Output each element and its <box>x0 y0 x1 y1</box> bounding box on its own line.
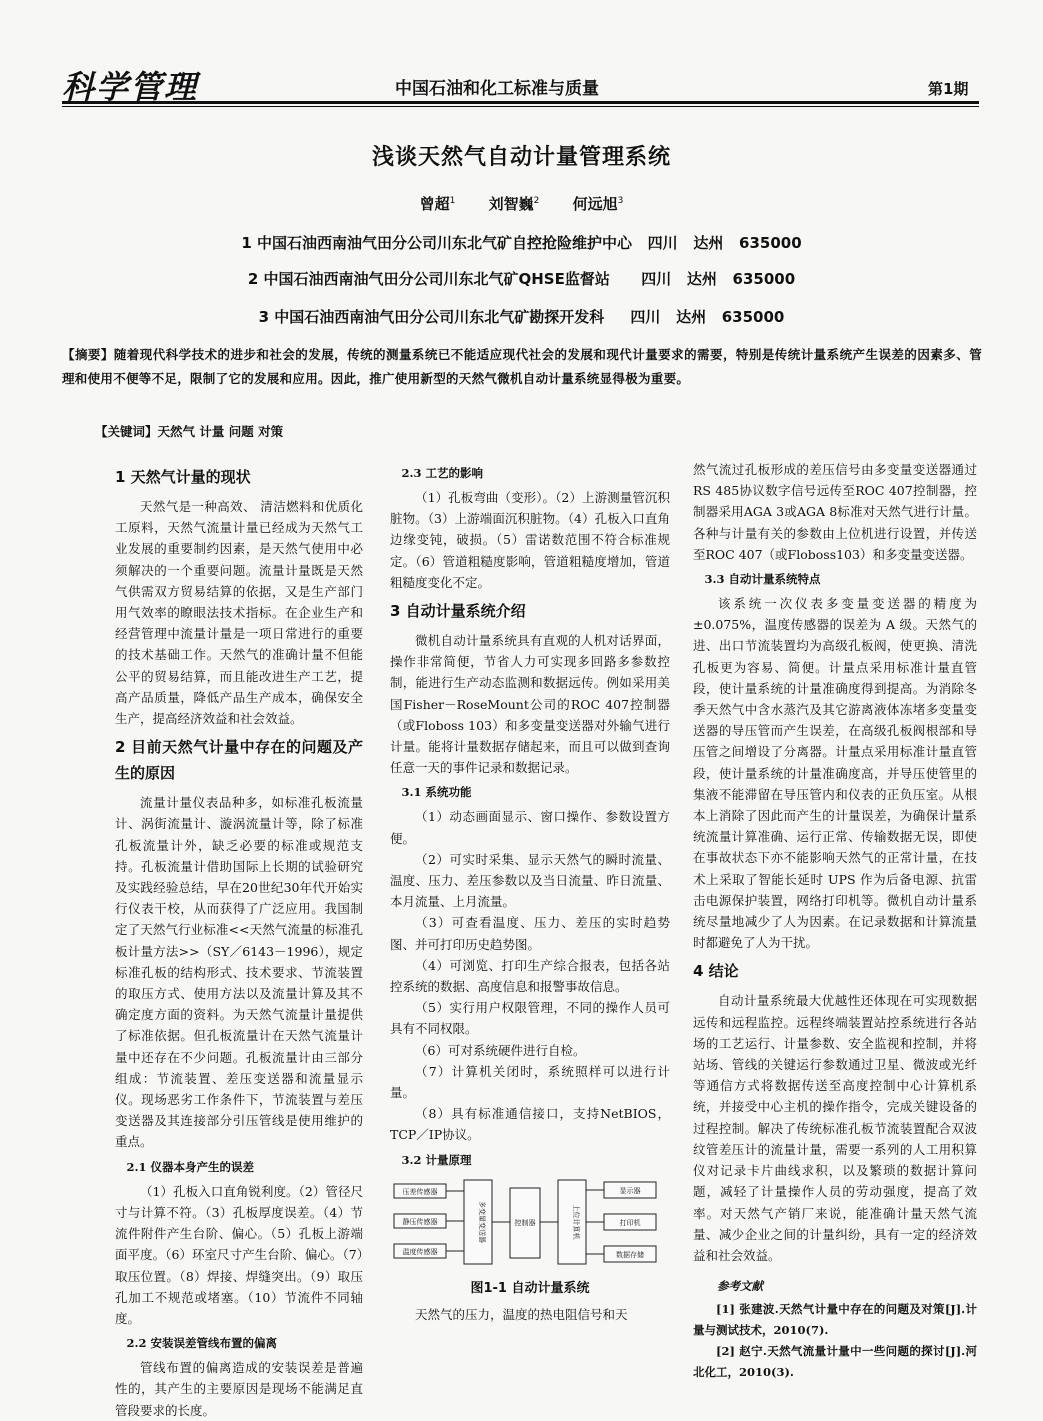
keywords <box>95 420 975 444</box>
subsection-heading: 3.1 系统功能 <box>401 785 472 800</box>
journal-logo: 科学管理 <box>62 68 199 106</box>
diagram-box-host <box>558 1180 586 1264</box>
system-diagram <box>390 1174 670 1274</box>
function-item: （1）动态画面显示、窗口操作、参数设置方便。 <box>390 809 670 846</box>
diagram-label: 显示器 <box>619 1186 641 1195</box>
paragraph: 该系统一次仪表多变量变送器的精度为±0.075%，温度传感器的误差为 A 级。天然气的进、出口节流装置均为高级孔板阀，使更换、清洗孔板更为容易、简便。计量点采用标准计量直管段，使计量系统的计量准确度得到提高。为消除冬季天然气中含水蒸汽及其它游离液体冻堵多变量变送器的导压管而产生误差，在高级孔板阀根部和导压管之间增设了分离器。计量点采用标准计量直管段，使计量系统的计量准确度高，并导压使管里的集液不能滞留在导压管内和仪表的正负压室。从根本上消除了因此而产生的计量误差，为确保计量系统流量计算准确、运行正常、传输数据无误，即使在事故状态下亦不能影响天然气的正常计量，在技术上采取了智能长延时 UPS 作为后备电源、抗雷击电源保护装置，网络打印机等。微机自动计量系统尽量地减少了人为因素。在记录数据和计算流量时都避免了人为干扰。 <box>693 596 977 951</box>
author-list <box>0 193 1043 214</box>
figure-caption: 图1-1 自动计量系统 <box>470 1280 590 1296</box>
diagram-label: 温度传感器 <box>402 1247 438 1256</box>
issue-number: 第1期 <box>928 80 969 98</box>
column-2 <box>390 459 670 1325</box>
function-item: （6）可对系统硬件进行自检。 <box>415 1042 586 1058</box>
abstract-label: 【摘要】 <box>62 347 114 362</box>
function-item: （7）计算机关闭时，系统照样可以进行计量。 <box>390 1063 670 1101</box>
subsection-heading: 2.3 工艺的影响 <box>401 466 484 480</box>
reference-item: [2] 赵宁.天然气流量计量中一些问题的探讨[J].河北化工，2010(3). <box>693 1344 977 1380</box>
diagram-box-transmitter <box>464 1180 492 1264</box>
abstract-text: 随着现代科学技术的进步和社会的发展，传统的测量系统已不能适应现代社会的发展和现代计量要求的需要，特别是传统计量系统产生误差的因素多、管理和使用不便等不足，限制了它的发展和应用。因此，推广使用新型的天然气微机自动计量系统显得极为重要。 <box>62 347 982 386</box>
paragraph: （1）孔板弯曲（变形）。（2）上游测量管沉积脏物。（3）上游端面沉积脏物。（4）孔板入口直角边缘变钝，破损。（5）雷诺数范围不符合标准规定。（6）管道粗糙度影响，管道粗糙度增加，管道粗糙度变化不定。 <box>390 490 670 590</box>
header-rule <box>62 101 979 107</box>
journal-name: 中国石油和化工标准与质量 <box>395 79 599 99</box>
keywords-label: 【关键词】 <box>95 424 158 439</box>
affiliation-3: 3 中国石油西南油气田分公司川东北气矿勘探开发科 四川 达州 635000 <box>258 308 785 326</box>
affiliation-2: 2 中国石油西南油气田分公司川东北气矿QHSE监督站 四川 达州 635000 <box>247 270 796 288</box>
diagram-label: 上位计算机 <box>572 1204 580 1240</box>
keywords-text: 天然气 计量 问题 对策 <box>157 424 284 439</box>
function-item: （3）可查看温度、压力、差压的实时趋势图、并可打印历史趋势图。 <box>390 915 670 952</box>
diagram-label: 压差传感器 <box>402 1187 438 1196</box>
paragraph: （1）孔板入口直角锐利度。（2）管径尺寸与计算不符。（3）孔板厚度误差。（4）节流件附件产生台阶、偏心。（5）孔板上游端面平度。（6）环室尺寸产生台阶、偏心。（7）取压位置。（8）焊接、焊缝突出。（9）取压孔加工不规范或堵塞。（10）节流件不同轴度。 <box>115 1183 363 1326</box>
diagram-label: 控制器 <box>514 1218 536 1227</box>
paragraph: 微机自动计量系统具有直观的人机对话界面，操作非常简便，节省人力可实现多回路多参数控制，能进行生产动态监测和数据远传。例如采用美国Fisher－RoseMount公司的ROC 407控制器（或Floboss 103）和多变量变送器对外输气进行计量。能将计量数据存储起来，而且可以做到查询任意一天的事件记录和数据记录。 <box>390 633 670 776</box>
column-1 <box>115 459 363 1421</box>
paragraph: 管线布置的偏离造成的安装误差是普遍性的，其产生的主要原因是现场不能满足直管段要求的长度。 <box>115 1360 363 1418</box>
paragraph: 天然气是一种高效、 清洁燃料和优质化工原料，天然气流量计量已经成为天然气工业发展的重要制约因素，是天然气使用中必须解决的一个重要问题。流量计量既是天然气供需双方贸易结算的依据，又是生产部门用气效率的瞭眼法技术指标。在企业生产和经营管理中流量计量是一项日常进行的重要的技术基础工作。天然气的准确计量不但能公平的贸易结算，而且能改进生产工艺，提高产品质量，降低产品生产成本，确保安全生产，提高经济效益和社会效益。 <box>115 499 363 727</box>
function-item: （4）可浏览、打印生产综合报表，包括各站控系统的数据、高度信息和报警事故信息。 <box>390 957 670 995</box>
subsection-heading: 2.2 安装误差管线布置的偏离 <box>126 1336 278 1351</box>
subsection-heading: 2.1 仪器本身产生的误差 <box>126 1159 255 1174</box>
paragraph: 然气流过孔板形成的差压信号由多变量变送器通过RS 485协议数字信号远传至ROC 407控制器，控制器采用AGA 3或AGA 8标准对天然气进行计量。各种与计量有关的参数由上位机进行设置，并传送至ROC 407（或Floboss103）和多变量变送器。 <box>693 462 977 562</box>
author: 曾超$^1$ <box>419 195 456 213</box>
diagram-label: 打印机 <box>619 1218 641 1227</box>
section-heading: 4 结论 <box>693 962 739 981</box>
article-title: 浅谈天然气自动计量管理系统 <box>371 145 671 170</box>
subsection-heading: 3.2 计量原理 <box>401 1152 472 1167</box>
function-item: （5）实行用户权限管理，不同的操作人员可具有不同权限。 <box>390 1000 670 1037</box>
section-heading: 2 目前天然气计量中存在的问题及产生的原因 <box>115 738 363 783</box>
subsection-heading: 3.3 自动计量系统特点 <box>704 572 821 587</box>
diagram-label: 多变量变送器 <box>478 1200 486 1243</box>
function-item: （8）具有标准通信接口，支持NetBIOS，TCP／IP协议。 <box>390 1106 670 1143</box>
author: 刘智巍$^2$ <box>488 195 540 213</box>
abstract <box>62 343 982 391</box>
paragraph: 自动计量系统最大优越性还体现在可实现数据远传和远程监控。远程终端装置站控系统进行各站场的工艺运行、计量参数、安全监视和控制，并将站场、管线的关键运行参数通过卫星、微波或光纤等通信方式将数据传送至高度控制中心计算机系统，并接受中心主机的操作指令，完成关键设备的过程控制。解决了传统标准孔板节流装置配合双波纹管差压计的流量计量，需要一系列的人工用积算仪对记录卡片曲线求积，以及繁琐的数据计算问题，减轻了计量操作人员的劳动强度，提高了效率。对天然气产销厂来说，能准确计量天然气流量、减少企业之间的计量纠纷，具有一定的经济效益和社会效益。 <box>693 993 977 1263</box>
reference-item: [1] 张建波.天然气计量中存在的问题及对策[J].计量与测试技术，2010(7). <box>693 1302 977 1338</box>
references-heading: 参考文献 <box>717 1279 763 1294</box>
affiliation-1: 1 中国石油西南油气田分公司川东北气矿自控抢险维护中心 四川 达州 635000 <box>241 234 802 252</box>
function-item: （2）可实时采集、显示天然气的瞬时流量、温度、压力、差压参数以及当日流量、昨日流量、本月流量、上月流量。 <box>390 851 670 910</box>
section-heading: 3 自动计量系统介绍 <box>390 602 526 621</box>
paragraph: 流量计量仪表品种多，如标准孔板流量计、涡街流量计、漩涡流量计等，除了标准孔板流量计外，缺乏必要的标准或规范支持。孔板流量计借助国际上长期的试验研究及实践经验总结，早在20世纪30年代开始实行仪表干校，从而获得了广泛应用。我国制定了天然气行业标准<<天然气流量的标准孔板计量方法>>（SY／6143－1996），规定标准孔板的结构形式、技术要求、节流装置的取压方式、使用方法以及流量计算及其不确定度方面的资料。为天然气流量计量提供了标准依据。但孔板流量计在天然气流量计量中还存在不少问题。孔板流量计由三部分组成：节流装置、差压变送器和流量显示仪。现场恶劣工作条件下，节流装置与差压变送器及其连接部分引压管线是使用维护的重点。 <box>115 795 363 1150</box>
section-heading: 1 天然气计量的现状 <box>115 468 251 486</box>
paragraph: 天然气的压力，温度的热电阻信号和天 <box>415 1306 628 1322</box>
diagram-label: 静压传感器 <box>402 1217 438 1226</box>
column-3 <box>693 459 977 1383</box>
author: 何远旭$^3$ <box>572 195 624 213</box>
diagram-label: 数据存储 <box>616 1250 644 1259</box>
